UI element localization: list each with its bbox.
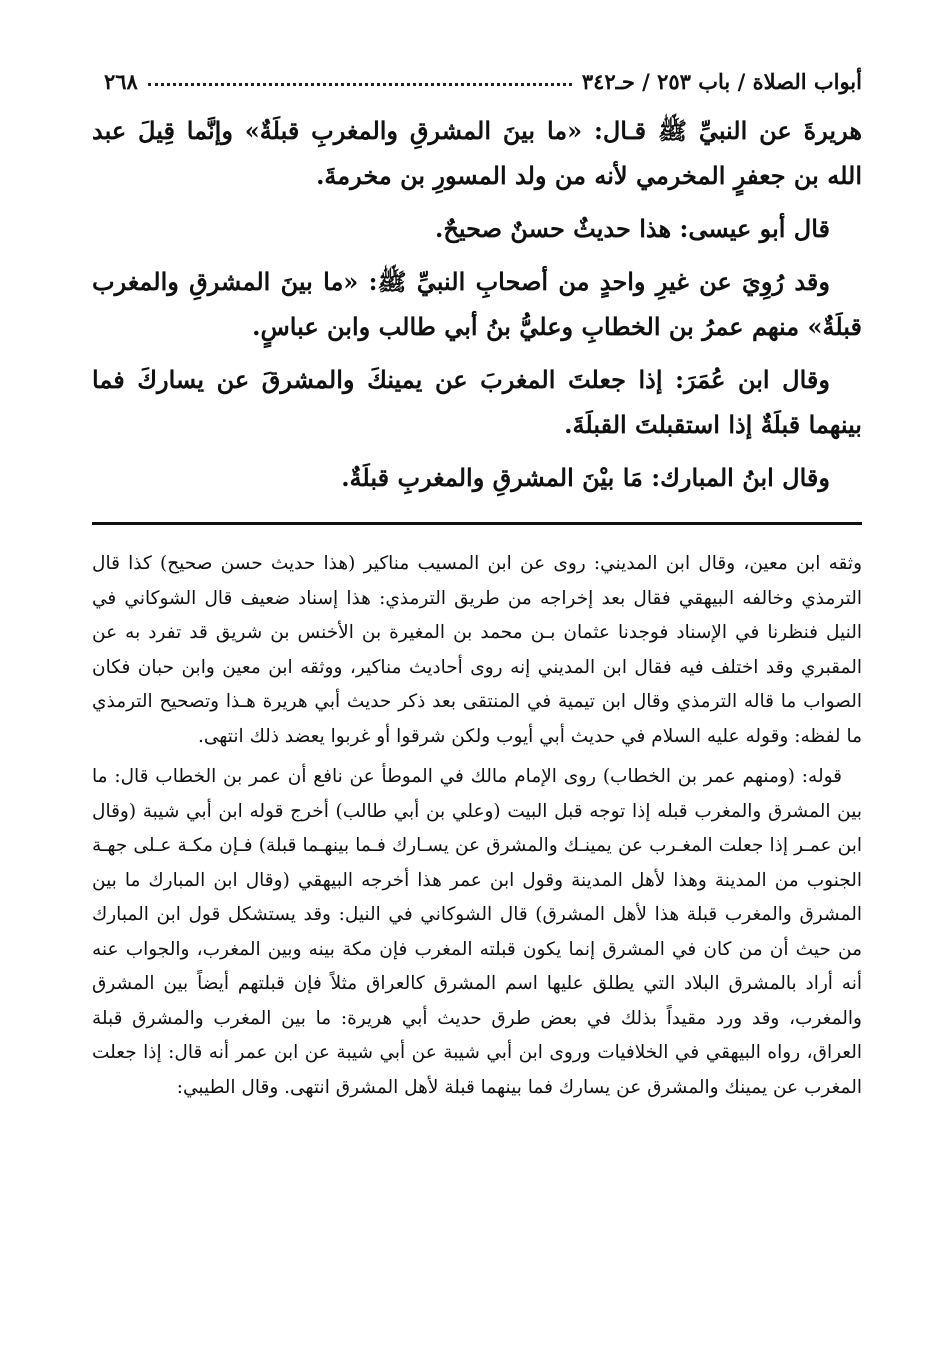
- footnote-paragraph: قوله: (ومنهم عمر بن الخطاب) روى الإمام مالك في الموطأ عن نافع أن عمر بن الخطاب قال: ما بين المشرق والمغرب قبله إذا توجه قبل البيت (وعلي بن أبي طالب) أخرج قوله ابن أبي شيبة (وقال ابن عمـر إذا جعلت المغـرب عن يمينـك والمشرق عن يسـارك فـما بينهـما قبلة) فـإن مكـة عـلى جهـة الجنوب من المدينة وهذا لأهل المدينة وقول ابن عمر هذا أخرجه البيهقي (وقال ابن المبارك ما بين المشرق والمغرب قبلة هذا لأهل المشرق) قال الشوكاني في النيل: وقد يستشكل قول ابن المبارك من حيث أن من كان في المشرق إنما يكون قبلته المغرب فإن مكة بينه وبين المغرب، والجواب عنه أنه أراد بالمشرق البلاد التي يطلق عليها اسم المشرق كالعراق مثلاً فإن قبلتهم أيضاً بين المشرق والمغرب، وقد ورد مقيداً بذلك في بعض طرق حديث أبي هريرة: ما بين المغرب والمشرق قبلة العراق، رواه البيهقي في الخلافيات وروى ابن أبي شيبة عن أبي شيبة عن ابن عمر أنه قال: إذا جعلت المغرب عن يمينك والمشرق عن يسارك فما بينهما قبلة لأهل المشرق انتهى. وقال الطيبي:: [92, 766, 862, 1098]
- running-header: [92, 58, 862, 94]
- footnote-paragraph: وثقه ابن معين، وقال ابن المديني: روى عن ابن المسيب مناكير (هذا حديث حسن صحيح) كذا قال الترمذي وخالفه البيهقي فقال بعد إخراجه من طريق الترمذي: هذا إسناد ضعيف قال الشوكاني في النيل فنظرنا في الإسناد فوجدنا عثمان بـن محمد بن المغيرة بن الأخنس بن شريق قد تفرد به عن المقبري وقد اختلف فيه فقال ابن المديني إنه روى أحاديث مناكير، ووثقه ابن معين وابن حبان فكان الصواب ما قاله الترمذي وقال ابن تيمية في المنتقى بعد ذكر حديث أبي هريرة هـذا وتصحيح الترمذي ما لفظه: وقوله عليه السلام في حديث أبي أيوب ولكن شرقوا أو غربوا يعضد ذلك انتهى.: [92, 553, 862, 747]
- footnotes: [92, 547, 862, 1105]
- main-paragraph: وقد رُوِيَ عن غيرِ واحدٍ من أصحابِ النبيِّ ﷺ: «ما بينَ المشرقِ والمغرب قبلَةٌ» منهم عمرُ بن الخطابِ وعليُّ بنُ أبي طالب وابن عباسٍ.: [92, 267, 862, 341]
- page-number: ٢٦٨: [104, 69, 138, 94]
- footnote-separator: [92, 522, 862, 525]
- main-paragraph: قال أبو عيسى: هذا حديثٌ حسنٌ صحيحٌ.: [434, 214, 830, 243]
- main-paragraph: وقال ابن عُمَرَ: إذا جعلتَ المغربَ عن يمينكَ والمشرقَ عن يساركَ فما بينهما قبلَةٌ إذا استقبلتَ القبلَةَ.: [92, 365, 862, 439]
- main-paragraph: وقال ابنُ المبارك: مَا بيْنَ المشرقِ والمغربِ قبلَةٌ.: [341, 463, 830, 492]
- chapter-reference: أبواب الصلاة / باب ٢٥٣ / حـ٣٤٢: [581, 69, 862, 94]
- dotted-leader: [148, 83, 572, 86]
- book-page: [92, 58, 862, 1111]
- main-text: [92, 108, 862, 500]
- main-paragraph: هريرةَ عن النبيِّ ﷺ قـال: «ما بينَ المشرقِ والمغربِ قبلَةٌ» وإنَّما قِيلَ عبد الله بن جعفرٍ المخرمي لأنه من ولد المسورِ بن مخرمةَ.: [92, 116, 862, 190]
